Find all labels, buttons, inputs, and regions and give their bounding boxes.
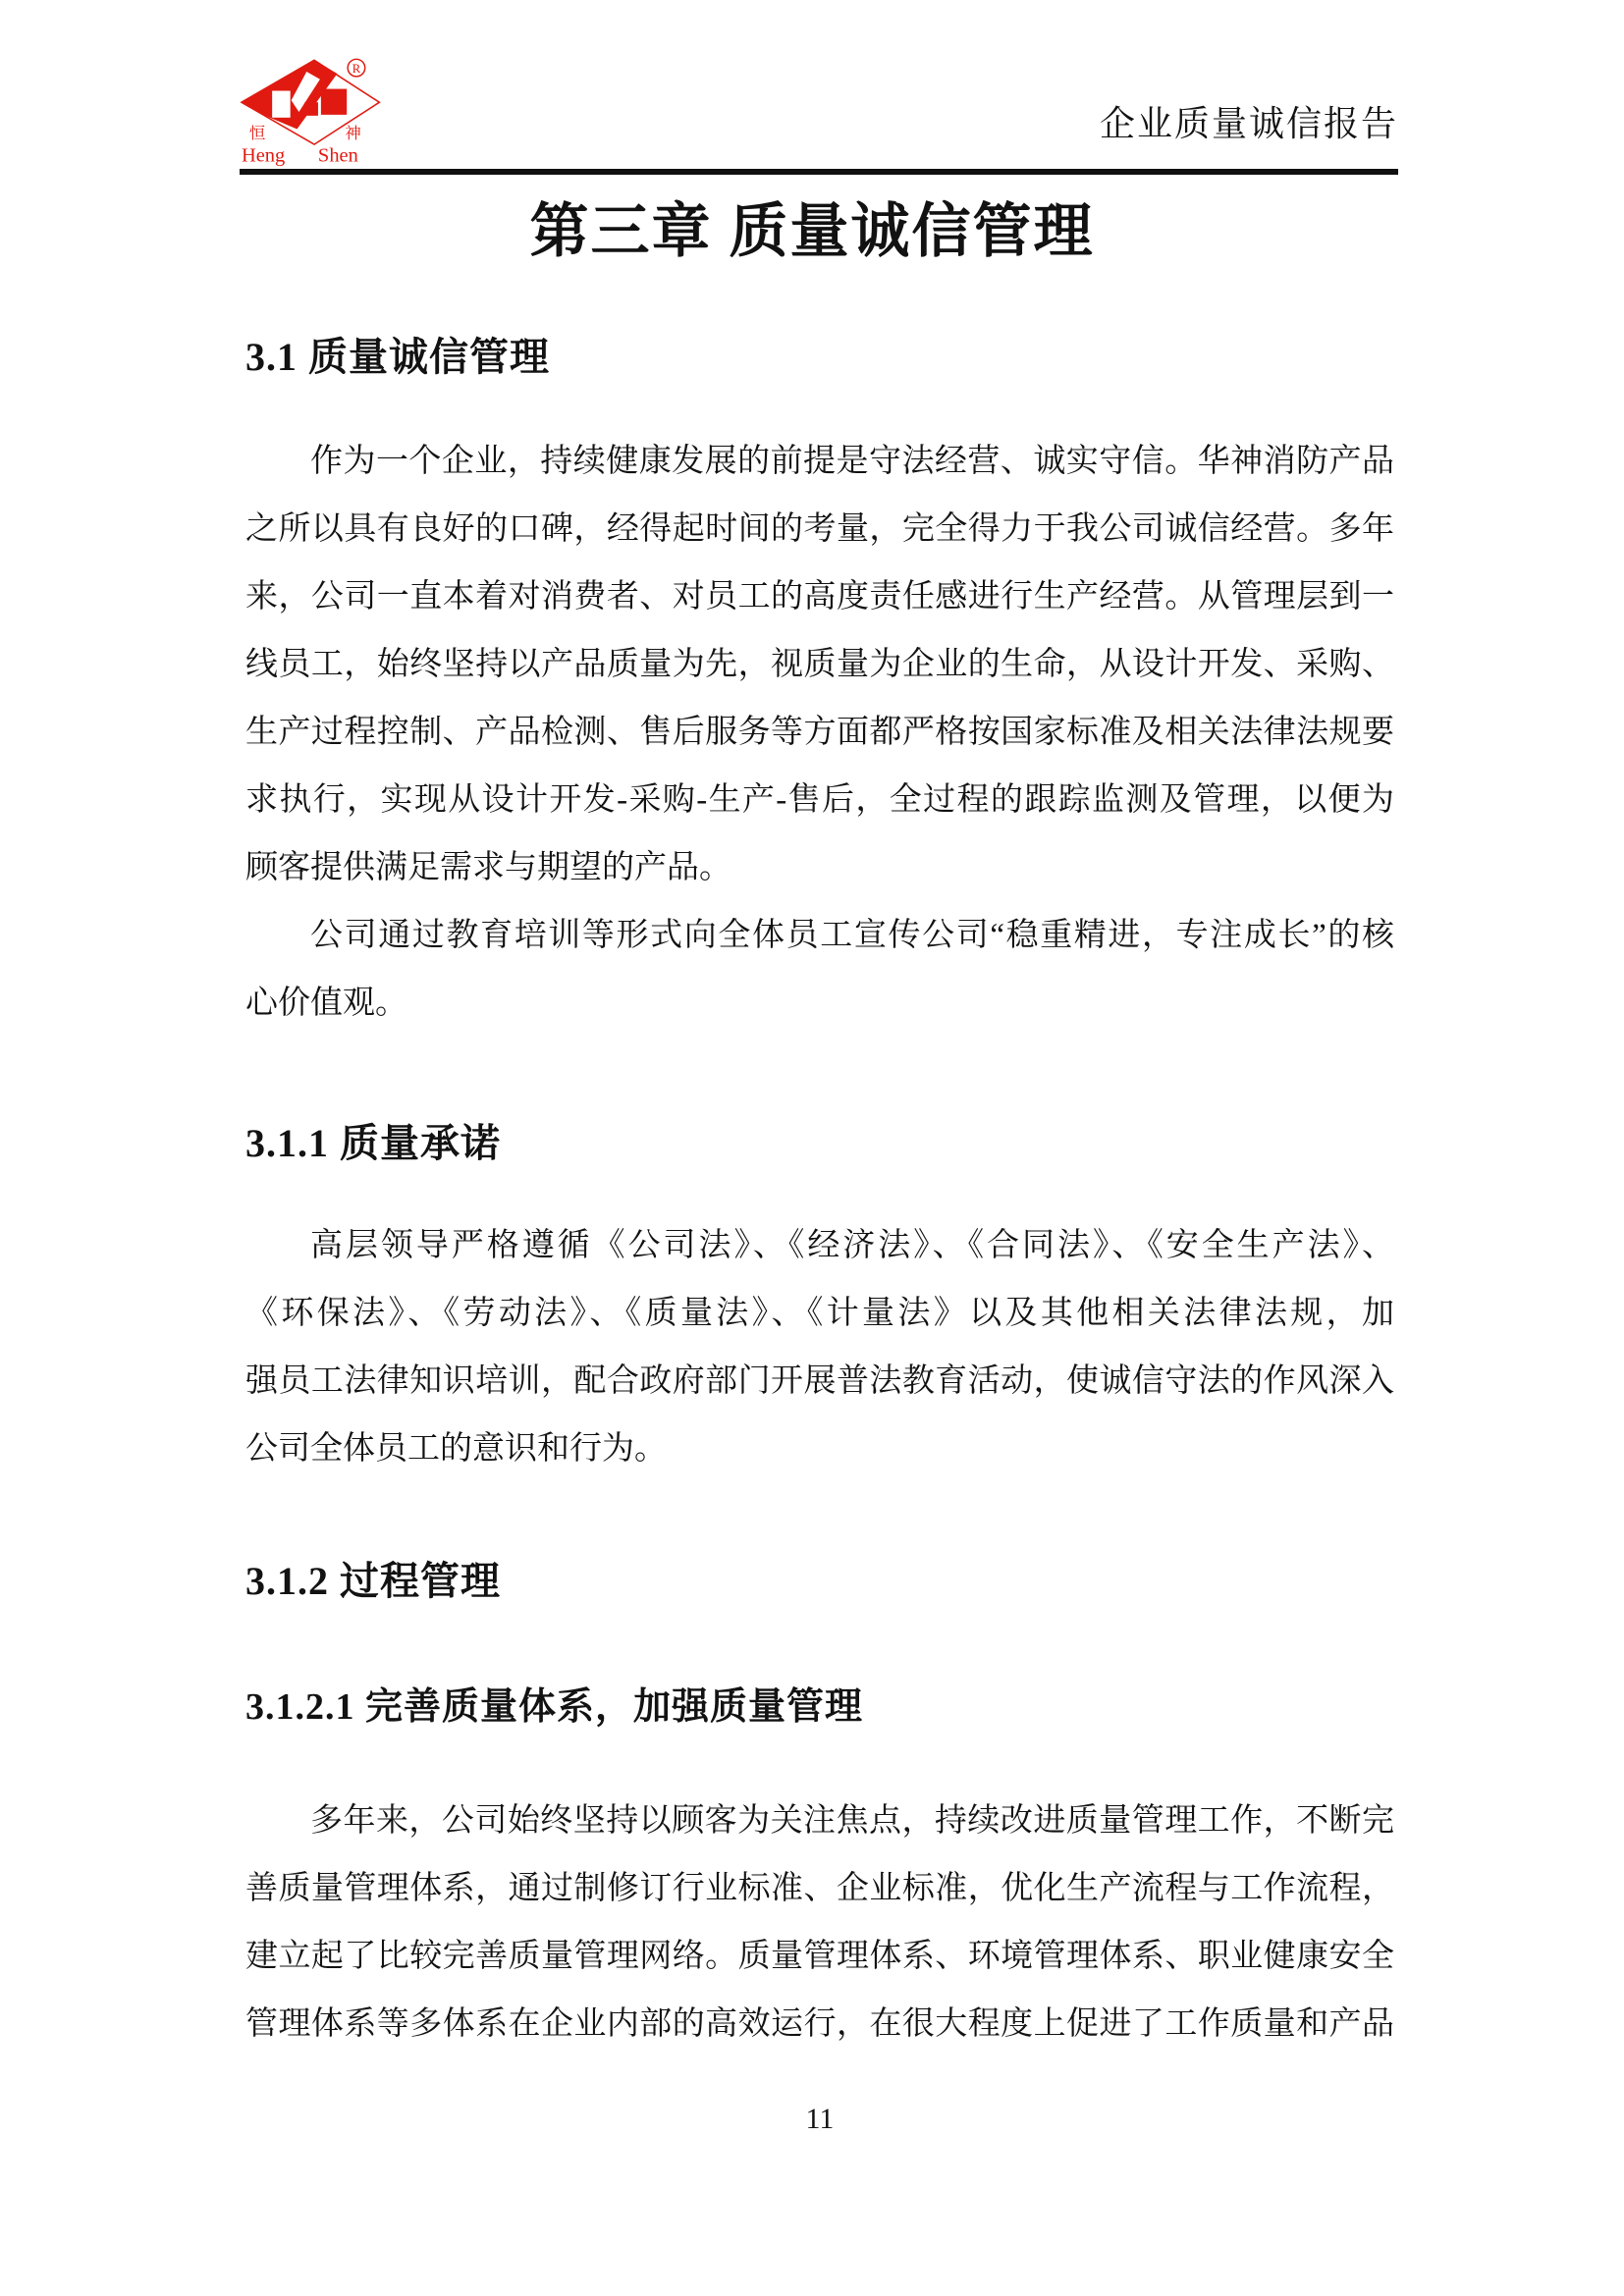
body-line: 公司通过教育培训等形式向全体员工宣传公司“稳重精进，专注成长”的核 [310,918,1394,953]
body-line: 建立起了比较完善质量管理网络。质量管理体系、环境管理体系、职业健康安全 [245,1939,1394,1974]
body-line: 生产过程控制、产品检测、售后服务等方面都严格按国家标准及相关法律法规要 [245,715,1394,750]
page-number: 11 [805,2103,835,2135]
body-line: 管理体系等多体系在企业内部的高效运行，在很大程度上促进了工作质量和产品 [245,2006,1394,2042]
body-line: 顾客提供满足需求与期望的产品。 [245,850,731,885]
section-heading-3-1-2-1: 3.1.2.1 完善质量体系，加强质量管理 [245,1686,864,1728]
body-line: 公司全体员工的意识和行为。 [245,1431,667,1467]
body-line: 善质量管理体系，通过制修订行业标准、企业标准，优化生产流程与工作流程， [245,1871,1394,1906]
paragraph-1 [245,428,1394,902]
body-line: 来，公司一直本着对消费者、对员工的高度责任感进行生产经营。从管理层到一 [245,579,1394,614]
body-line: 强员工法律知识培训，配合政府部门开展普法教育活动，使诚信守法的作风深入 [245,1363,1394,1399]
section-heading-3-1: 3.1 质量诚信管理 [245,335,550,379]
body-line: 心价值观。 [245,986,407,1021]
paragraph-4 [245,1788,1394,2058]
body-line: 之所以具有良好的口碑，经得起时间的考量，完全得力于我公司诚信经营。多年 [245,511,1394,547]
svg-text:R: R [352,61,361,76]
hengshen-logo [240,51,393,169]
header-doc-title: 企业质量诚信报告 [1099,104,1398,143]
logo-hanzi-left: 恒 [248,124,266,143]
body-line: 求执行，实现从设计开发-采购-生产-售后，全过程的跟踪监测及管理，以便为 [245,782,1394,818]
body-line: 作为一个企业，持续健康发展的前提是守法经营、诚实守信。华神消防产品 [310,444,1394,479]
logo-square-icon [321,89,347,115]
logo-latin-right: Shen [317,144,358,167]
logo-latin-left: Heng [241,144,286,167]
body-line: 多年来，公司始终坚持以顾客为关注焦点，持续改进质量管理工作，不断完 [310,1803,1394,1839]
page-header [240,0,1398,175]
body-line: 《环保法》、《劳动法》、《质量法》、《计量法》以及其他相关法律法规，加 [245,1296,1394,1331]
body-line: 高层领导严格遵循《公司法》、《经济法》、《合同法》、《安全生产法》、 [310,1228,1394,1263]
logo-hanzi-right: 神 [345,124,361,143]
page-content [245,332,1394,2137]
chapter-title: 第三章 质量诚信管理 [529,199,1095,264]
body-line: 线员工，始终坚持以产品质量为先，视质量为企业的生命，从设计开发、采购、 [245,647,1394,682]
paragraph-2 [245,902,1394,1038]
section-heading-3-1-2: 3.1.2 过程管理 [245,1559,501,1603]
paragraph-3 [245,1212,1394,1483]
section-heading-3-1-1: 3.1.1 质量承诺 [245,1121,501,1165]
